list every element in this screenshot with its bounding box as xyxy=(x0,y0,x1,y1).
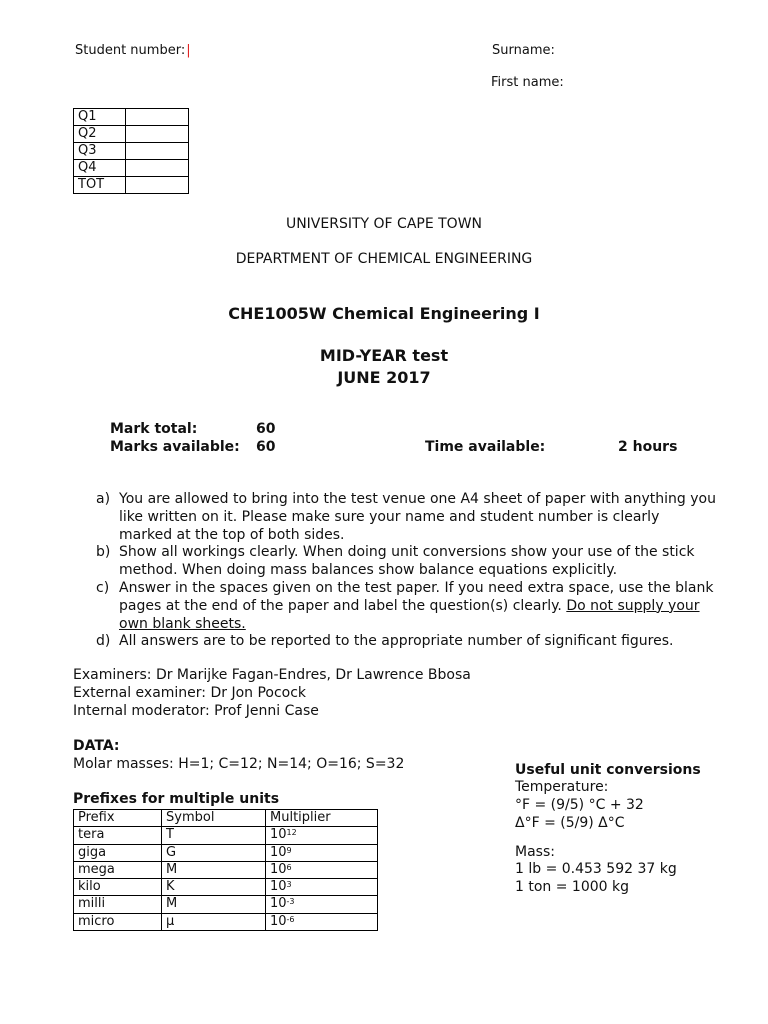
prefix-multiplier: $10^3$ xyxy=(266,879,378,896)
prefix-row xyxy=(74,827,378,844)
column-header-symbol: Symbol xyxy=(162,810,266,827)
prefix-row xyxy=(74,896,378,913)
question-mark-field[interactable] xyxy=(126,160,189,177)
test-date: JUNE 2017 xyxy=(337,368,431,387)
prefixes-table xyxy=(73,809,378,931)
prefix-name: mega xyxy=(74,861,162,878)
question-mark-field[interactable] xyxy=(126,126,189,143)
temperature-conversion-2: Δ°F = (5/9) Δ°C xyxy=(515,815,625,831)
instruction-item: d) All answers are to be reported to the appropriate number of significant figures. xyxy=(96,633,674,650)
prefix-symbol: K xyxy=(162,879,266,896)
instructions-list xyxy=(96,491,716,651)
question-row xyxy=(74,126,189,143)
question-mark-field[interactable] xyxy=(126,177,189,194)
question-label: Q4 xyxy=(74,160,126,177)
test-name: MID-YEAR test xyxy=(319,346,449,365)
mass-conversion-1: 1 lb = 0.453 592 37 kg xyxy=(515,861,677,877)
conversions-heading: Useful unit conversions xyxy=(515,762,701,778)
column-header-prefix: Prefix xyxy=(74,810,162,827)
mass-label: Mass: xyxy=(515,844,555,860)
prefix-symbol: M xyxy=(162,861,266,878)
prefixes-header-row xyxy=(74,810,378,827)
department-name: DEPARTMENT OF CHEMICAL ENGINEERING xyxy=(235,251,533,267)
prefix-row xyxy=(74,913,378,930)
question-row xyxy=(74,109,189,126)
prefix-row xyxy=(74,844,378,861)
marks-available-value: 60 xyxy=(256,439,276,455)
question-row xyxy=(74,160,189,177)
text-cursor: | xyxy=(186,43,191,58)
student-number-label: Student number:| xyxy=(75,43,191,58)
prefix-multiplier: $10^9$ xyxy=(266,844,378,861)
question-mark-field[interactable] xyxy=(126,109,189,126)
instruction-item: c) Answer in the spaces given on the test paper. If you need extra space, use the blank pages at the end of the paper and label the question(s) clearly. Do not supply your own blank sheets. xyxy=(96,579,714,632)
prefix-name: micro xyxy=(74,913,162,930)
mark-total-label: Mark total: xyxy=(110,421,198,437)
prefix-symbol: μ xyxy=(162,913,266,930)
question-row xyxy=(74,177,189,194)
question-label: TOT xyxy=(74,177,126,194)
instruction-item: a) You are allowed to bring into the test venue one A4 sheet of paper with anything you like written on it. Please make sure your name and student number is clearly marked at the top of both sides. xyxy=(96,491,716,543)
time-available-label: Time available: xyxy=(425,439,546,455)
prefixes-heading: Prefixes for multiple units xyxy=(73,791,280,807)
prefix-name: tera xyxy=(74,827,162,844)
prefix-row xyxy=(74,879,378,896)
question-label: Q1 xyxy=(74,109,126,126)
mass-conversion-2: 1 ton = 1000 kg xyxy=(515,879,629,895)
surname-label: Surname: xyxy=(492,43,555,58)
prefix-multiplier: $10^{12}$ xyxy=(266,827,378,844)
university-name: UNIVERSITY OF CAPE TOWN xyxy=(285,216,483,232)
question-row xyxy=(74,143,189,160)
prefix-symbol: T xyxy=(162,827,266,844)
prefix-name: milli xyxy=(74,896,162,913)
examiners-line: Examiners: Dr Marijke Fagan-Endres, Dr Lawrence Bbosa xyxy=(73,667,471,683)
temperature-label: Temperature: xyxy=(515,779,609,795)
prefix-multiplier: $10^6$ xyxy=(266,861,378,878)
prefix-name: giga xyxy=(74,844,162,861)
external-examiner-line: External examiner: Dr Jon Pocock xyxy=(73,685,307,701)
prefix-symbol: M xyxy=(162,896,266,913)
instruction-item: b) Show all workings clearly. When doing unit conversions show your use of the stick method. When doing mass balances show balance equations explicitly. xyxy=(96,544,695,579)
question-mark-field[interactable] xyxy=(126,143,189,160)
prefix-symbol: G xyxy=(162,844,266,861)
course-title: CHE1005W Chemical Engineering I xyxy=(228,304,540,323)
mark-total-value: 60 xyxy=(256,421,276,437)
question-label: Q3 xyxy=(74,143,126,160)
time-available-value: 2 hours xyxy=(618,439,678,455)
prefix-name: kilo xyxy=(74,879,162,896)
question-marks-table xyxy=(73,108,189,194)
prefix-row xyxy=(74,861,378,878)
molar-masses: Molar masses: H=1; C=12; N=14; O=16; S=32 xyxy=(73,756,405,772)
prefix-multiplier: $10^{-6}$ xyxy=(266,913,378,930)
internal-moderator-line: Internal moderator: Prof Jenni Case xyxy=(73,703,319,719)
marks-available-label: Marks available: xyxy=(110,439,240,455)
first-name-label: First name: xyxy=(491,75,564,90)
question-label: Q2 xyxy=(74,126,126,143)
temperature-conversion-1: °F = (9/5) °C + 32 xyxy=(515,797,644,813)
column-header-multiplier: Multiplier xyxy=(266,810,378,827)
prefix-multiplier: $10^{-3}$ xyxy=(266,896,378,913)
data-heading: DATA: xyxy=(73,738,120,754)
